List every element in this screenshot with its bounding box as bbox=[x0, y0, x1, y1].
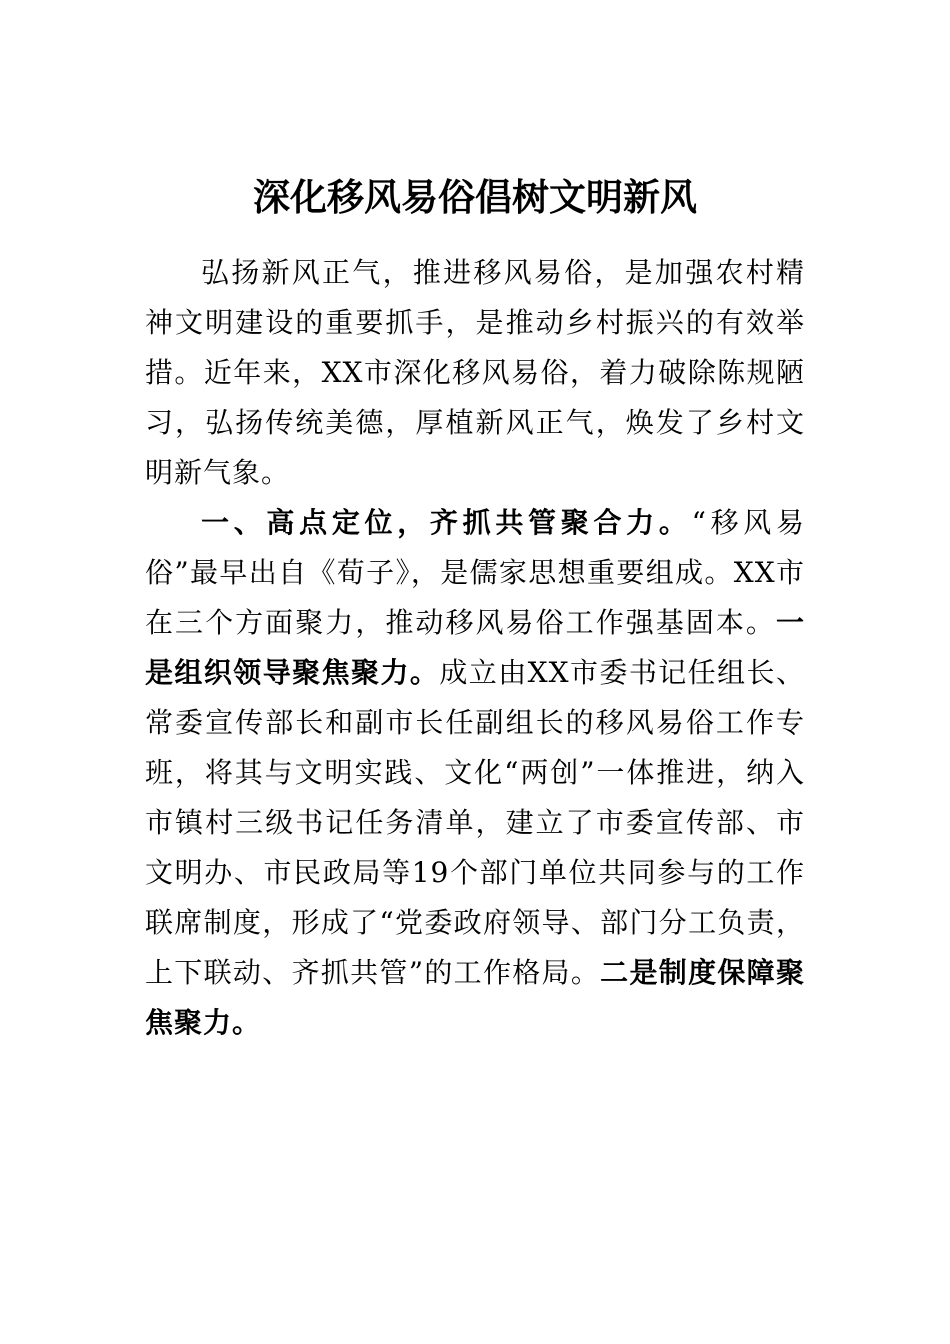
point-1-label: 一是组织领导聚焦聚力。 bbox=[145, 606, 805, 689]
document-title: 深化移风易俗倡树文明新风 bbox=[253, 176, 697, 219]
intro-paragraph: 弘扬新风正气，推进移风易俗，是加强农村精神文明建设的重要抓手，是推动乡村振兴的有效举措。近年来，XX市深化移风易俗，着力破除陈规陋习，弘扬传统美德，厚植新风正气，焕发了乡村文明新气象。 bbox=[145, 256, 805, 489]
document-body bbox=[145, 248, 805, 1048]
section-1-paragraph bbox=[145, 498, 805, 1048]
section-1-heading: 一、高点定位，齐抓共管聚合力。 bbox=[201, 506, 692, 539]
point-2-label: 二是制度保障聚焦聚力。 bbox=[145, 956, 805, 1039]
section-1-text-b: 成立由XX市委书记任组长、常委宣传部长和副市长任副组长的移风易俗工作专班，将其与文明实践、文化“两创”一体推进，纳入市镇村三级书记任务清单，建立了市委宣传部、市文明办、市民政局等19个部门单位共同参与的工作联席制度，形成了“党委政府领导、部门分工负责，上下联动、齐抓共管”的工作格局。 bbox=[145, 656, 805, 989]
section-1-text-a: “移风易俗”最早出自《荀子》，是儒家思想重要组成。XX市在三个方面聚力，推动移风易俗工作强基固本。 bbox=[145, 506, 805, 639]
